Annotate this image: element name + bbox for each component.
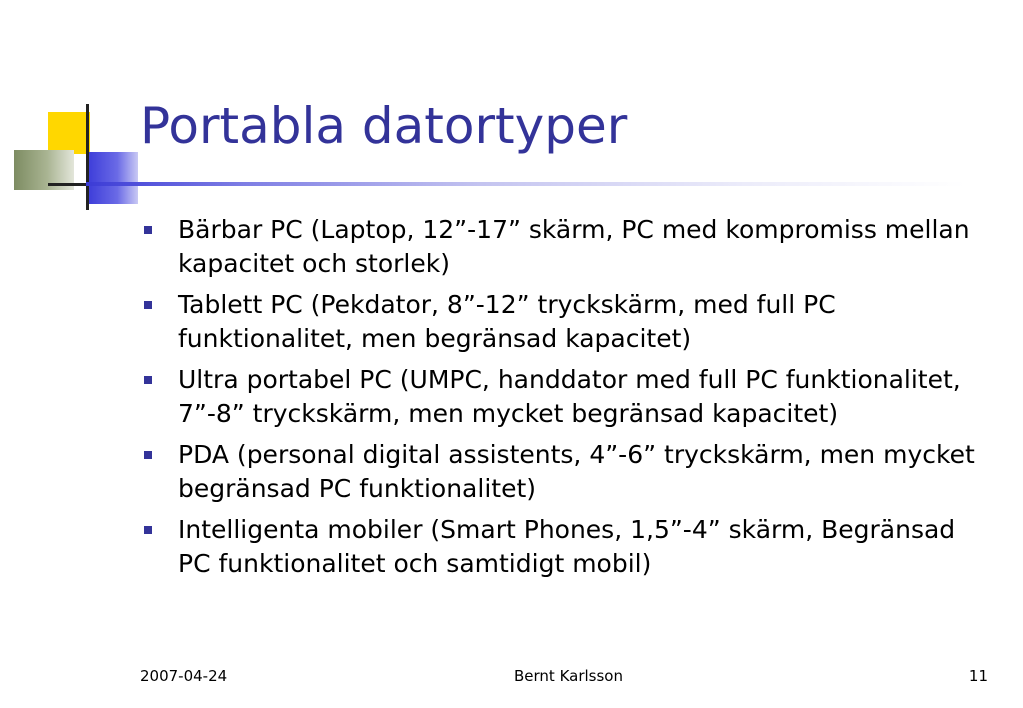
- bullet-text: Ultra portabel PC (UMPC, handdator med full PC funktionalitet, 7”-8” tryckskärm, men mycket begränsad kapacitet): [178, 365, 961, 428]
- square-bullet-icon: [144, 451, 152, 459]
- bullet-item: [140, 513, 980, 581]
- title-divider: [86, 182, 966, 186]
- footer-author: Bernt Karlsson: [514, 667, 623, 685]
- logo-yellow-square: [48, 112, 90, 154]
- logo-blue-square: [86, 152, 138, 204]
- square-bullet-icon: [144, 301, 152, 309]
- bullet-item: [140, 363, 980, 431]
- bullet-item: [140, 213, 980, 281]
- square-bullet-icon: [144, 376, 152, 384]
- bullet-text: Tablett PC (Pekdator, 8”-12” tryckskärm, med full PC funktionalitet, men begränsad kapacitet): [178, 290, 836, 353]
- footer-date: 2007-04-24: [140, 667, 228, 685]
- bullet-text: Bärbar PC (Laptop, 12”-17” skärm, PC med kompromiss mellan kapacitet och storlek): [178, 215, 970, 278]
- bullet-list: [140, 213, 980, 588]
- slide-title: Portabla datortyper: [140, 97, 628, 155]
- bullet-item: [140, 438, 980, 506]
- footer-page-number: 11: [968, 667, 988, 685]
- bullet-text: Intelligenta mobiler (Smart Phones, 1,5”-4” skärm, Begränsad PC funktionalitet och samtidigt mobil): [178, 515, 956, 578]
- square-bullet-icon: [144, 226, 152, 234]
- logo-vertical-line: [86, 104, 89, 210]
- bullet-item: [140, 288, 980, 356]
- square-bullet-icon: [144, 526, 152, 534]
- logo-horizontal-line: [48, 183, 90, 186]
- bullet-text: PDA (personal digital assistents, 4”-6” tryckskärm, men mycket begränsad PC funktionalitet): [178, 440, 975, 503]
